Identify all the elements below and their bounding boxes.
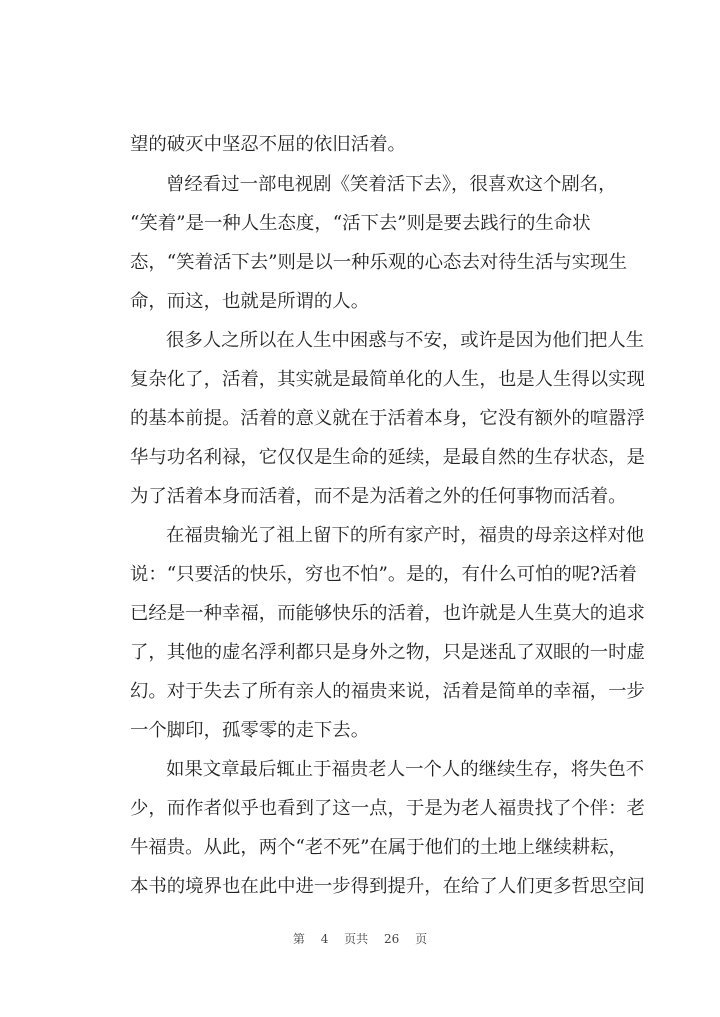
footer-prefix: 第 bbox=[292, 932, 305, 946]
text-line: 少，而作者似乎也看到了这一点，于是为老人福贵找了个伴：老 bbox=[130, 798, 645, 819]
text-line: 说：“只要活的快乐，穷也不怕”。是的，有什么可怕的呢?活着 bbox=[130, 564, 637, 585]
text-line: 已经是一种幸福，而能够快乐的活着，也许就是人生莫大的追求 bbox=[130, 603, 645, 624]
footer-total-pages: 26 bbox=[384, 932, 400, 946]
footer-page-number: 4 bbox=[320, 932, 329, 946]
paragraph-start-line: 曾经看过一部电视剧《笑着活下去》，很喜欢这个剧名， bbox=[166, 174, 617, 195]
paragraph-start-line: 如果文章最后辄止于福贵老人一个人的继续生存，将失色不 bbox=[166, 759, 645, 780]
text-line: 华与功名利禄，它仅仅是生命的延续，是最自然的生存状态，是 bbox=[130, 447, 645, 468]
text-line: 本书的境界也在此中进一步得到提升，在给了人们更多哲思空间 bbox=[130, 876, 645, 897]
text-line: 望的破灭中坚忍不屈的依旧活着。 bbox=[130, 134, 406, 155]
paragraph-start-line: 在福贵输光了祖上留下的所有家产时，福贵的母亲这样对他 bbox=[166, 525, 645, 546]
page-footer bbox=[0, 930, 720, 947]
text-line: “笑着”是一种人生态度，“活下去”则是要去践行的生命状 bbox=[130, 213, 591, 234]
footer-middle: 页共 bbox=[344, 932, 369, 946]
text-line: 态，“笑着活下去”则是以一种乐观的心态去对待生活与实现生 bbox=[130, 252, 627, 273]
footer-suffix: 页 bbox=[415, 932, 428, 946]
text-line: 复杂化了，活着，其实就是最简单化的人生，也是人生得以实现 bbox=[130, 369, 645, 390]
paragraph-start-line: 很多人之所以在人生中困惑与不安，或许是因为他们把人生 bbox=[166, 330, 645, 351]
text-line: 了，其他的虚名浮利都只是身外之物，只是迷乱了双眼的一时虚 bbox=[130, 642, 645, 663]
text-line: 幻。对于失去了所有亲人的福贵来说，活着是简单的幸福，一步 bbox=[130, 681, 645, 702]
text-line: 命，而这，也就是所谓的人。 bbox=[130, 291, 370, 312]
text-line: 一个脚印，孤零零的走下去。 bbox=[130, 720, 370, 741]
text-line: 牛福贵。从此，两个“老不死”在属于他们的土地上继续耕耘， bbox=[130, 837, 627, 858]
text-line: 为了活着本身而活着，而不是为活着之外的任何事物而活着。 bbox=[130, 486, 627, 507]
text-line: 的基本前提。活着的意义就在于活着本身，它没有额外的喧嚣浮 bbox=[130, 408, 645, 429]
